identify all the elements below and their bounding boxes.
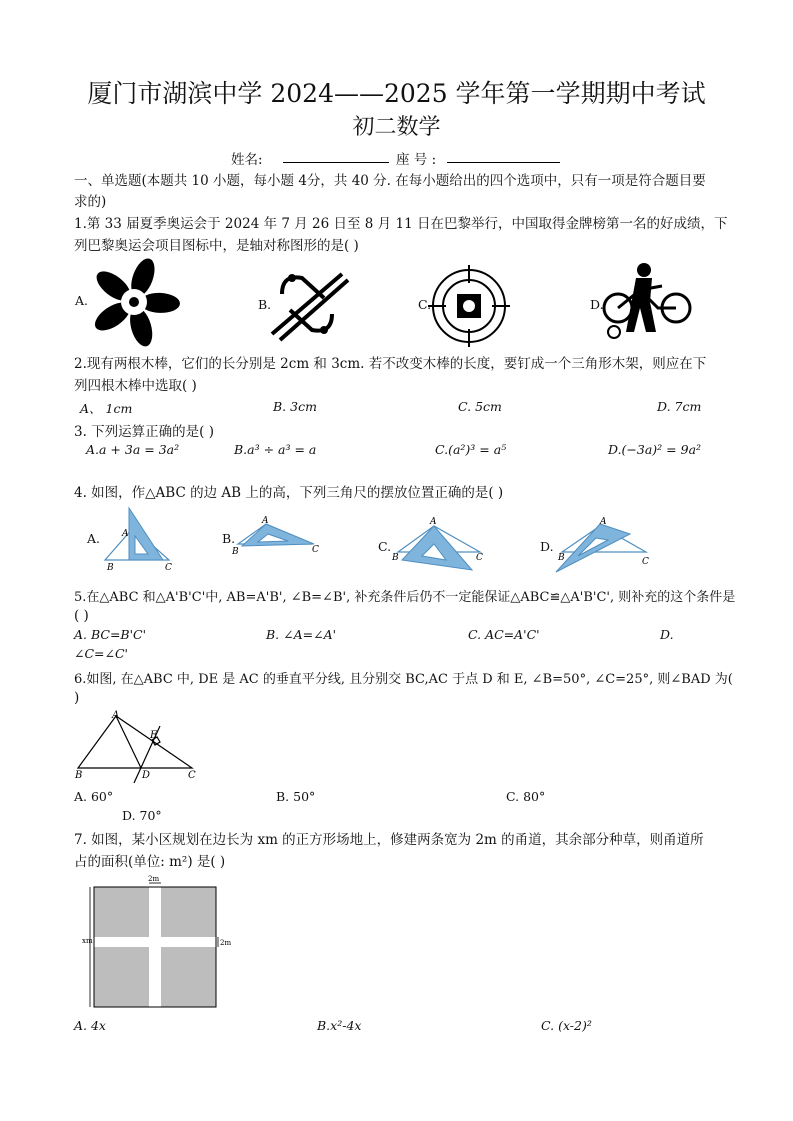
q4-stem: 4. 如图，作△ABC 的边 AB 上的高，下列三角尺的摆放位置正确的是( ) bbox=[74, 485, 504, 501]
q1-stem-line1: 1.第 33 届夏季奥运会于 2024 年 7 月 26 日至 8 月 11 日在巴黎举行，中国取得金牌榜第一名的好成绩，下 bbox=[74, 216, 728, 232]
q5-stem-line1: 5.在△ABC 和△A'B'C'中, AB=A'B', ∠B=∠B', 补充条件后仍不一定能保证△ABC≌△A'B'C', 则补充的这个条件是 bbox=[74, 590, 736, 605]
q3-stem: 3. 下列运算正确的是( ) bbox=[74, 424, 214, 440]
q6-option-a[interactable]: A. 60° bbox=[74, 789, 114, 804]
q7-label-top: 2m bbox=[148, 875, 160, 883]
target-icon bbox=[428, 265, 510, 347]
q3-option-c[interactable]: C.(a²)³ = a⁵ bbox=[435, 442, 507, 457]
name-label: 姓名: bbox=[231, 152, 263, 168]
section1-heading-line1: 一、单选题(本题共 10 小题，每小题 4分，共 40 分. 在每小题给出的四个选项中，只有一项是符合题目要 bbox=[74, 173, 706, 189]
q6-point-e: E bbox=[150, 730, 158, 741]
q4c-point-c: C bbox=[476, 553, 483, 563]
q4d-point-b: B bbox=[558, 553, 565, 563]
q6-option-c[interactable]: C. 80° bbox=[506, 789, 546, 804]
q7-stem-line2: 占的面积(单位: m²) 是( ) bbox=[74, 854, 226, 870]
q4-option-c-label[interactable]: C. bbox=[378, 539, 392, 554]
q4b-point-a: A bbox=[262, 516, 269, 526]
q6-stem-line2: ) bbox=[74, 690, 80, 706]
cyclist-icon bbox=[600, 262, 694, 342]
q1-stem-line2: 列巴黎奥运会项目图标中，是轴对称图形的是( ) bbox=[74, 238, 359, 254]
name-blank[interactable] bbox=[283, 162, 389, 163]
infinity-track-icon bbox=[262, 264, 352, 344]
q4-option-d-label[interactable]: D. bbox=[540, 539, 554, 554]
q5-option-c[interactable]: C. AC=A'C' bbox=[468, 627, 540, 642]
q6-point-d: D bbox=[142, 770, 151, 781]
q7-stem-line1: 7. 如图，某小区规划在边长为 xm 的正方形场地上，修建两条宽为 2m 的甬道，其余部分种草，则甬道所 bbox=[74, 832, 704, 848]
q2-option-a[interactable]: A、 1cm bbox=[80, 401, 133, 416]
q4-option-a-label[interactable]: A. bbox=[87, 531, 101, 546]
seat-blank[interactable] bbox=[447, 162, 560, 163]
q6-option-d[interactable]: D. 70° bbox=[122, 808, 162, 823]
pinwheel-icon bbox=[88, 256, 180, 348]
q4a-point-a: A bbox=[122, 529, 129, 539]
q2-option-b[interactable]: B. 3cm bbox=[273, 399, 317, 414]
q5-option-d-label[interactable]: D. bbox=[660, 627, 674, 642]
q3-option-b[interactable]: B.a³ ÷ a³ = a bbox=[234, 442, 317, 457]
q4c-point-a: A bbox=[430, 517, 437, 527]
q6-triangle-figure bbox=[72, 708, 202, 783]
q2-option-c[interactable]: C. 5cm bbox=[458, 399, 502, 414]
q1-option-d-label[interactable]: D. bbox=[590, 297, 604, 312]
exam-subtitle: 初二数学 bbox=[352, 115, 441, 140]
q7-option-c[interactable]: C. (x-2)² bbox=[541, 1018, 592, 1033]
q7-label-left: xm bbox=[82, 937, 93, 945]
exam-title: 厦门市湖滨中学 2024——2025 学年第一学期期中考试 bbox=[87, 79, 706, 108]
q3-option-d[interactable]: D.(−3a)² = 9a² bbox=[608, 442, 702, 457]
q5-option-b[interactable]: B. ∠A=∠A' bbox=[266, 627, 337, 642]
q7-square-field-figure bbox=[82, 875, 232, 1015]
q4a-point-c: C bbox=[165, 563, 172, 573]
q4d-point-c: C bbox=[642, 557, 649, 567]
q2-stem-line1: 2.现有两根木棒，它们的长分别是 2cm 和 3cm. 若不改变木棒的长度，要钉成一个三角形木架，则应在下 bbox=[74, 356, 707, 372]
q1-option-c-label[interactable]: C. bbox=[418, 297, 432, 312]
q6-stem-line1: 6.如图, 在△ABC 中, DE 是 AC 的垂直平分线, 且分别交 BC,AC 于点 D 和 E, ∠B=50°, ∠C=25°, 则∠BAD 为( bbox=[74, 672, 733, 687]
q6-point-b: B bbox=[75, 770, 83, 781]
q4c-point-b: B bbox=[392, 553, 399, 563]
q6-point-c: C bbox=[188, 770, 196, 781]
seat-label: 座 号 : bbox=[396, 152, 437, 168]
q4a-point-b: B bbox=[107, 563, 114, 573]
q6-option-b[interactable]: B. 50° bbox=[276, 789, 316, 804]
q4b-point-c: C bbox=[312, 545, 319, 555]
q7-label-right: 2m bbox=[220, 939, 232, 947]
q3-option-a[interactable]: A.a + 3a = 3a² bbox=[86, 442, 180, 457]
q4-figure-c bbox=[388, 514, 488, 578]
q4-figure-a bbox=[103, 506, 183, 574]
q4-figure-d bbox=[552, 514, 654, 578]
q4-figure-b bbox=[232, 514, 324, 564]
q1-option-a-label[interactable]: A. bbox=[75, 293, 89, 308]
q7-option-b[interactable]: B.x²-4x bbox=[317, 1018, 362, 1033]
q5-option-a[interactable]: A. BC=B'C' bbox=[74, 627, 147, 642]
section1-heading-line2: 求的) bbox=[74, 194, 107, 210]
q4d-point-a: A bbox=[600, 517, 607, 527]
q2-stem-line2: 列四根木棒中选取( ) bbox=[74, 378, 197, 394]
q4-option-b-label[interactable]: B. bbox=[222, 531, 236, 546]
q5-stem-line2: ( ) bbox=[74, 608, 89, 624]
q5-option-d[interactable]: ∠C=∠C' bbox=[74, 646, 128, 661]
q7-option-a[interactable]: A. 4x bbox=[74, 1018, 106, 1033]
q6-point-a: A bbox=[112, 710, 120, 721]
q4b-point-b: B bbox=[232, 547, 239, 557]
q1-option-b-label[interactable]: B. bbox=[258, 297, 272, 312]
q2-option-d[interactable]: D. 7cm bbox=[657, 399, 702, 414]
